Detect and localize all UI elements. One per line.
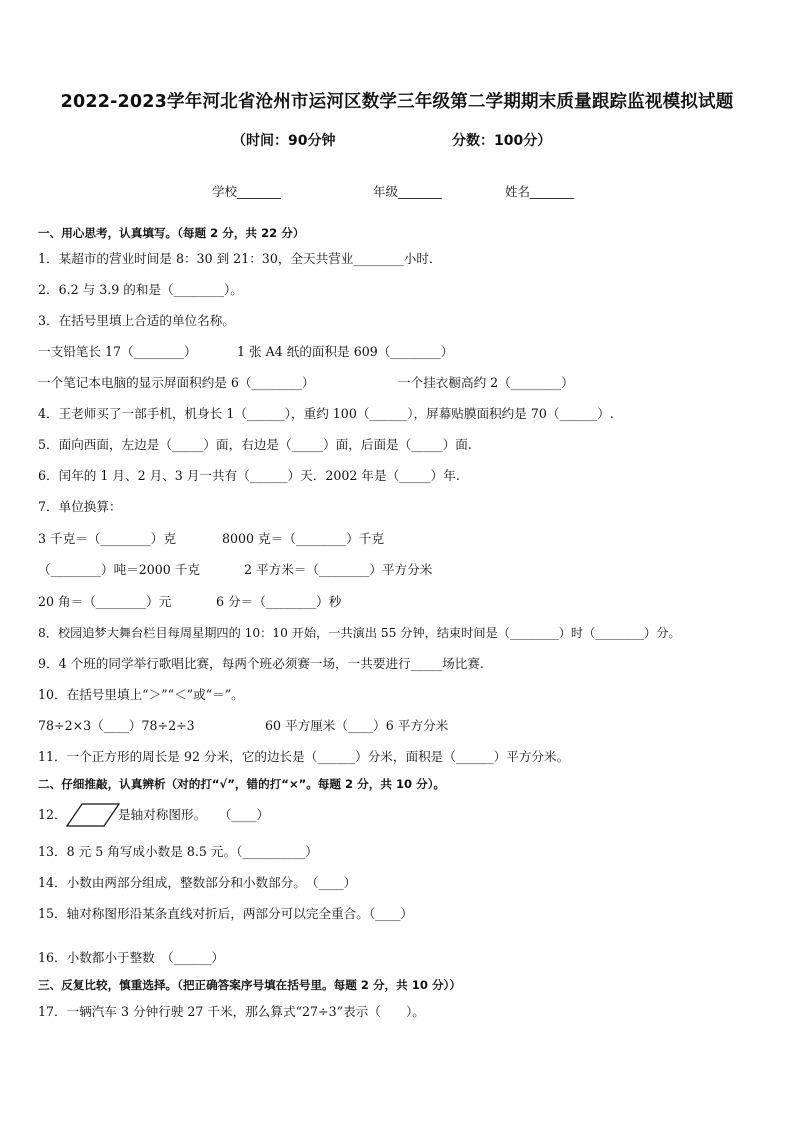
question-7c: （________）吨＝2000 千克 — [38, 562, 200, 577]
exam-score: 分数：100分） — [452, 133, 552, 149]
question-3b: 1 张 A4 纸的面积是 609（________） — [237, 344, 454, 359]
question-7: 7．单位换算： — [38, 499, 122, 514]
question-10a: 78÷2×3（____）78÷2÷3 — [38, 718, 195, 733]
question-3: 3．在括号里填上合适的单位名称。 — [38, 313, 235, 328]
question-10b: 60 平方厘米（____）6 平方分米 — [265, 718, 449, 733]
grade-field: 年级_______ — [373, 184, 442, 199]
section-1-heading: 一、用心思考，认真填写。（每题 2 分，共 22 分） — [38, 226, 305, 240]
question-9: 9．4 个班的同学举行歌唱比赛，每两个班必须赛一场，一共要进行_____场比赛. — [38, 656, 484, 671]
school-field: 学校_______ — [212, 184, 281, 199]
question-12-number: 12． — [38, 807, 67, 822]
question-6: 6．闰年的 1 月、2 月、3 月一共有（______）天．2002 年是（_____）年. — [38, 468, 460, 483]
question-10: 10．在括号里填上“＞”“＜”或“＝”。 — [38, 687, 244, 702]
question-8: 8．校园追梦大舞台栏目每周星期四的 10：10 开始，一共演出 55 分钟，结束时间是（________）时（________）分。 — [38, 626, 681, 640]
exam-time: （时间：90分钟 — [232, 133, 336, 149]
section-2-heading: 二、仔细推敲，认真辨析（对的打“√”，错的打“×”。每题 2 分，共 10 分）。 — [38, 777, 446, 791]
question-17: 17．一辆汽车 3 分钟行驶 27 千米，那么算式“27÷3”表示（ ）。 — [38, 1004, 425, 1019]
question-7e: 20 角＝（________）元 — [38, 594, 172, 609]
question-2: 2．6.2 与 3.9 的和是（________）。 — [38, 282, 243, 297]
section-3-heading: 三、反复比较，慎重选择。（把正确答案序号填在括号里。每题 2 分，共 10 分）） — [38, 978, 461, 992]
question-12: 是轴对称图形。 （____） — [118, 807, 270, 822]
question-1: 1．某超市的营业时间是 8：30 到 21：30，全天共营业________小时． — [38, 251, 442, 266]
question-5: 5．面向西面，左边是（_____）面，右边是（_____）面，后面是（_____）面. — [38, 437, 472, 452]
parallelogram-figure — [66, 803, 120, 827]
question-3d: 一个挂衣橱高约 2（________） — [398, 375, 574, 390]
question-3a: 一支铅笔长 17（________） — [38, 344, 197, 359]
question-7d: 2 平方米＝（________）平方分米 — [244, 562, 433, 577]
question-14: 14．小数由两部分组成，整数部分和小数部分。 （____） — [38, 875, 357, 890]
question-11: 11．一个正方形的周长是 92 分米，它的边长是（______）分米，面积是（______）平方分米。 — [38, 749, 570, 764]
question-15: 15．轴对称图形沿某条直线对折后，两部分可以完全重合。（____） — [38, 906, 413, 921]
question-7b: 8000 克＝（________）千克 — [222, 531, 384, 546]
question-4: 4．王老师买了一部手机，机身长 1（______），重约 100（______），屏幕贴膜面积约是 70（______）. — [38, 406, 614, 421]
question-13: 13．8 元 5 角写成小数是 8.5 元。（__________） — [38, 844, 318, 859]
question-3c: 一个笔记本电脑的显示屏面积约是 6（________） — [38, 375, 315, 390]
exam-title: 2022-2023学年河北省沧州市运河区数学三年级第二学期期末质量跟踪监视模拟试题 — [60, 92, 734, 112]
question-16: 16．小数都小于整数 （______） — [38, 950, 225, 965]
question-7f: 6 分＝（________）秒 — [216, 594, 342, 609]
name-field: 姓名_______ — [505, 184, 574, 199]
question-7a: 3 千克＝（________）克 — [38, 531, 176, 546]
